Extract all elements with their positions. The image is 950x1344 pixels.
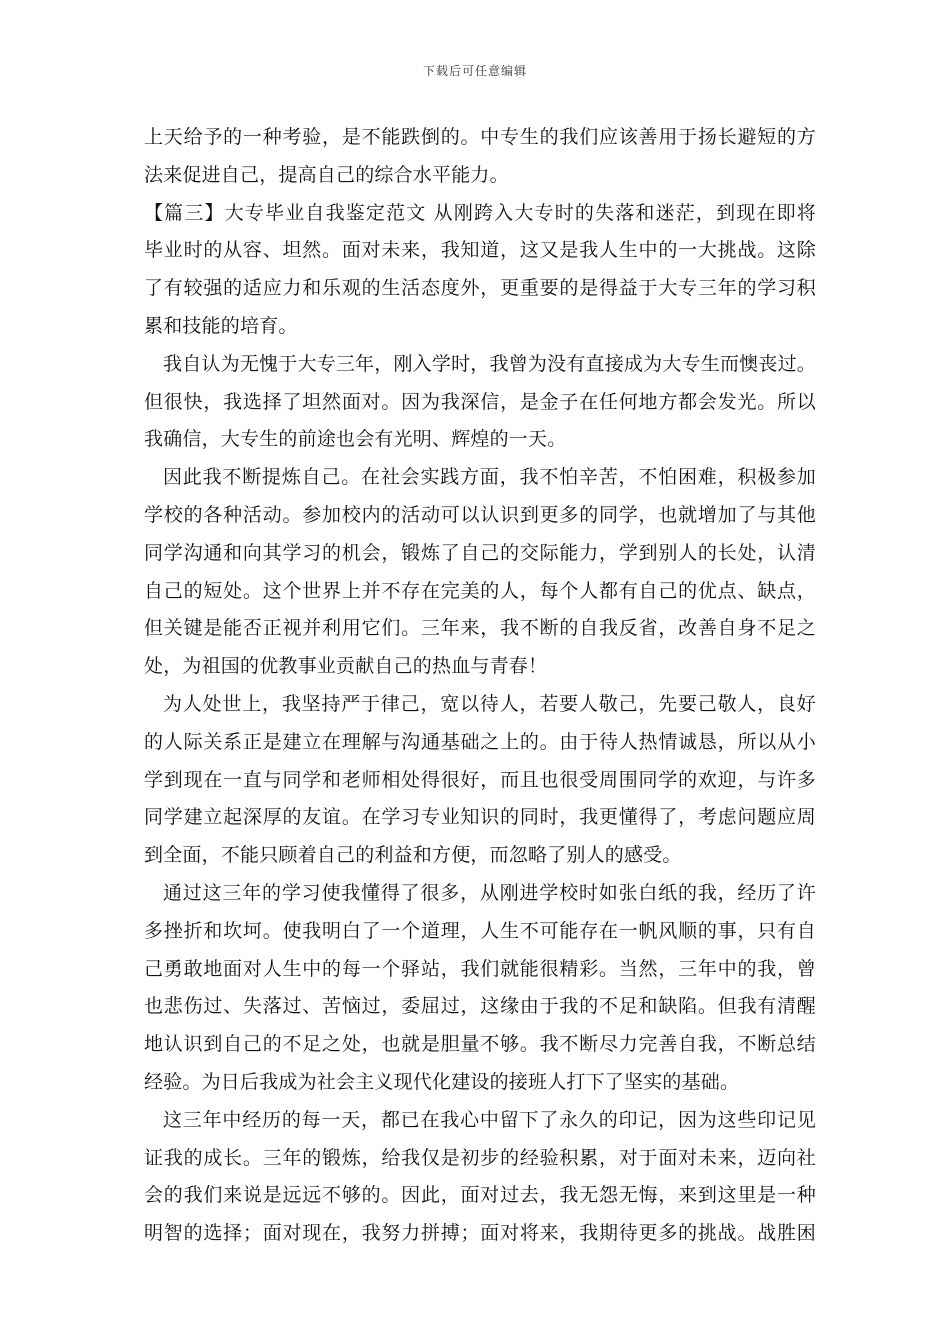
- paragraph-line: 证我的成长。三年的锻炼，给我仅是初步的经验积累，对于面对未来，迈向社: [144, 1146, 816, 1169]
- paragraph-line: 处，为祖国的优教事业贡献自己的热血与青春！: [144, 655, 548, 678]
- paragraph-line: 的人际关系正是建立在理解与沟通基础之上的。由于待人热情诚恳，所以从小: [144, 730, 816, 753]
- paragraph-line: 学校的各种活动。参加校内的活动可以认识到更多的同学，也就增加了与其他: [144, 503, 816, 526]
- paragraph-line: 也悲伤过、失落过、苦恼过，委屈过，这缘由于我的不足和缺陷。但我有清醒: [144, 995, 816, 1018]
- paragraph-line: 我自认为无愧于大专三年，刚入学时，我曾为没有直接成为大专生而懊丧过。: [163, 352, 816, 375]
- paragraph-line: 累和技能的培育。: [144, 314, 298, 337]
- paragraph-line: 因此我不断提炼自己。在社会实践方面，我不怕辛苦，不怕困难，积极参加: [163, 466, 816, 489]
- paragraph-line: 同学沟通和向其学习的机会，锻炼了自己的交际能力，学到别人的长处，认清: [144, 541, 816, 564]
- page-header-note: 下载后可任意编辑: [422, 64, 527, 78]
- paragraph-line: 上天给予的一种考验，是不能跌倒的。中专生的我们应该善用于扬长避短的方: [144, 126, 816, 148]
- paragraph-line: 但很快，我选择了坦然面对。因为我深信，是金子在任何地方都会发光。所以: [144, 390, 816, 413]
- paragraph-line: 自己的短处。这个世界上并不存在完美的人，每个人都有自己的优点、缺点，: [144, 579, 816, 602]
- paragraph-line: 毕业时的从容、坦然。面对未来，我知道，这又是我人生中的一大挑战。这除: [144, 239, 816, 262]
- paragraph-line: 多挫折和坎坷。使我明白了一个道理，人生不可能存在一帆风顺的事，只有自: [144, 919, 816, 942]
- paragraph-line: 我确信，大专生的前途也会有光明、辉煌的一天。: [144, 428, 567, 451]
- paragraph-line: 【篇三】大专毕业自我鉴定范文 从刚跨入大专时的失落和迷茫，到现在即将: [144, 201, 816, 224]
- paragraph-line: 但关键是能否正视并利用它们。三年来，我不断的自我反省，改善自身不足之: [144, 617, 816, 640]
- paragraph-line: 经验。为日后我成为社会主义现代化建设的接班人打下了坚实的基础。: [144, 1070, 740, 1093]
- paragraph-line: 通过这三年的学习使我懂得了很多，从刚进学校时如张白纸的我，经历了许: [163, 881, 816, 904]
- paragraph-line: 为人处世上，我坚持严于律己，宽以待人，若要人敬己，先要己敬人，良好: [163, 692, 816, 715]
- paragraph-line: 到全面，不能只顾着自己的利益和方便，而忽略了别人的感受。: [144, 844, 682, 867]
- paragraph-line: 会的我们来说是远远不够的。因此，面对过去，我无怨无悔，来到这里是一种: [144, 1184, 816, 1207]
- paragraph-line: 明智的选择；面对现在，我努力拼搏；面对将来，我期待更多的挑战。战胜困: [144, 1222, 816, 1245]
- paragraph-line: 地认识到自己的不足之处，也就是胆量不够。我不断尽力完善自我，不断总结: [144, 1033, 816, 1056]
- document-body: [144, 119, 816, 1253]
- paragraph-line: 己勇敢地面对人生中的每一个驿站，我们就能很精彩。当然，三年中的我，曾: [144, 957, 816, 980]
- paragraph-line: 法来促进自己，提高自己的综合水平能力。: [144, 163, 509, 186]
- paragraph-line: 学到现在一直与同学和老师相处得很好，而且也很受周围同学的欢迎，与许多: [144, 768, 816, 791]
- paragraph-line: 同学建立起深厚的友谊。在学习专业知识的同时，我更懂得了，考虑问题应周: [144, 806, 816, 829]
- paragraph-line: 了有较强的适应力和乐观的生活态度外，更重要的是得益于大专三年的学习积: [144, 277, 816, 300]
- paragraph-line: 这三年中经历的每一天，都已在我心中留下了永久的印记，因为这些印记见: [163, 1108, 816, 1131]
